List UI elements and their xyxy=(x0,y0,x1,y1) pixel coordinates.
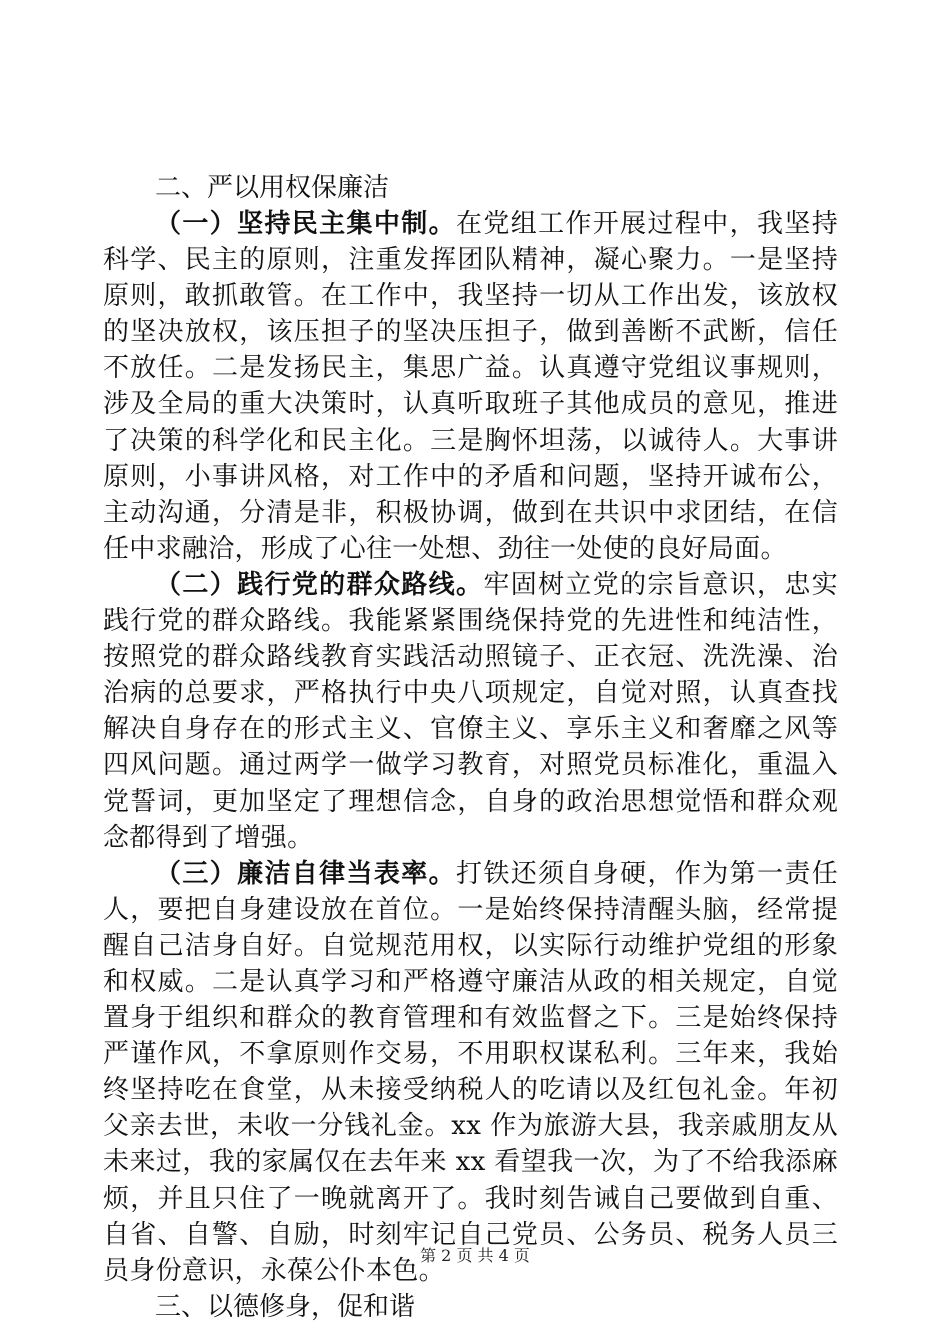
paragraph-lead: （一）坚持民主集中制。 xyxy=(155,209,456,239)
section-heading-three: 三、以德修身，促和谐 xyxy=(155,1291,416,1322)
paragraph-lead: （二）践行党的群众路线。 xyxy=(155,569,484,600)
paragraph-democratic-centralism xyxy=(103,206,838,567)
paragraph-mass-line xyxy=(103,567,838,856)
section-heading-two: 二、严以用权保廉洁 xyxy=(155,173,390,203)
paragraph-lead: （三）廉洁自律当表率。 xyxy=(155,858,456,889)
page-footer: 第 2 页 共 4 页 xyxy=(420,1246,530,1265)
paragraph-text: 牢固树立党的宗旨意识，忠实践行党的群众路线。我能紧紧围绕保持党的先进性和纯洁性，按照党的群众路线教育实践活动照镜子、正衣冠、洗洗澡、治治病的总要求，严格执行中央八项规定，自觉对照，认真查找解决自身存在的形式主义、官僚主义、享乐主义和奢靡之风等四风问题。通过两学一做学习教育，对照党员标准化，重温入党誓词，更加坚定了理想信念，自身的政治思想觉悟和群众观念都得到了增强。 xyxy=(103,569,838,853)
document-body xyxy=(103,170,838,1325)
paragraph-text: 打铁还须自身硬，作为第一责任人，要把自身建设放在首位。一是始终保持清醒头脑，经常提醒自己洁身自好。自觉规范用权，以实际行动维护党组的形象和权威。二是认真学习和严格遵守廉洁从政的相关规定，自觉置身于组织和群众的教育管理和有效监督之下。三是始终保持严谨作风，不拿原则作交易，不用职权谋私利。三年来，我始终坚持吃在食堂，从未接受纳税人的吃请以及红包礼金。年初父亲去世，未收一分钱礼金。xx 作为旅游大县，我亲戚朋友从未来过，我的家属仅在去年来 xx 看望我一次，为了不给我添麻烦，并且只住了一晚就离开了。我时刻告诫自己要做到自重、自省、自警、自励，时刻牢记自己党员、公务员、税务人员三员身份意识，永葆公仆本色。 xyxy=(103,858,838,1286)
paragraph-self-discipline xyxy=(103,856,838,1289)
paragraph-text: 在党组工作开展过程中，我坚持科学、民主的原则，注重发挥团队精神，凝心聚力。一是坚持原则，敢抓敢管。在工作中，我坚持一切从工作出发，该放权的坚决放权，该压担子的坚决压担子，做到善断不武断，信任不放任。二是发扬民主，集思广益。认真遵守党组议事规则，涉及全局的重大决策时，认真听取班子其他成员的意见，推进了决策的科学化和民主化。三是胸怀坦荡，以诚待人。大事讲原则，小事讲风格，对工作中的矛盾和问题，坚持开诚布公，主动沟通，分清是非，积极协调，做到在共识中求团结，在信任中求融洽，形成了心往一处想、劲往一处使的良好局面。 xyxy=(103,209,838,564)
